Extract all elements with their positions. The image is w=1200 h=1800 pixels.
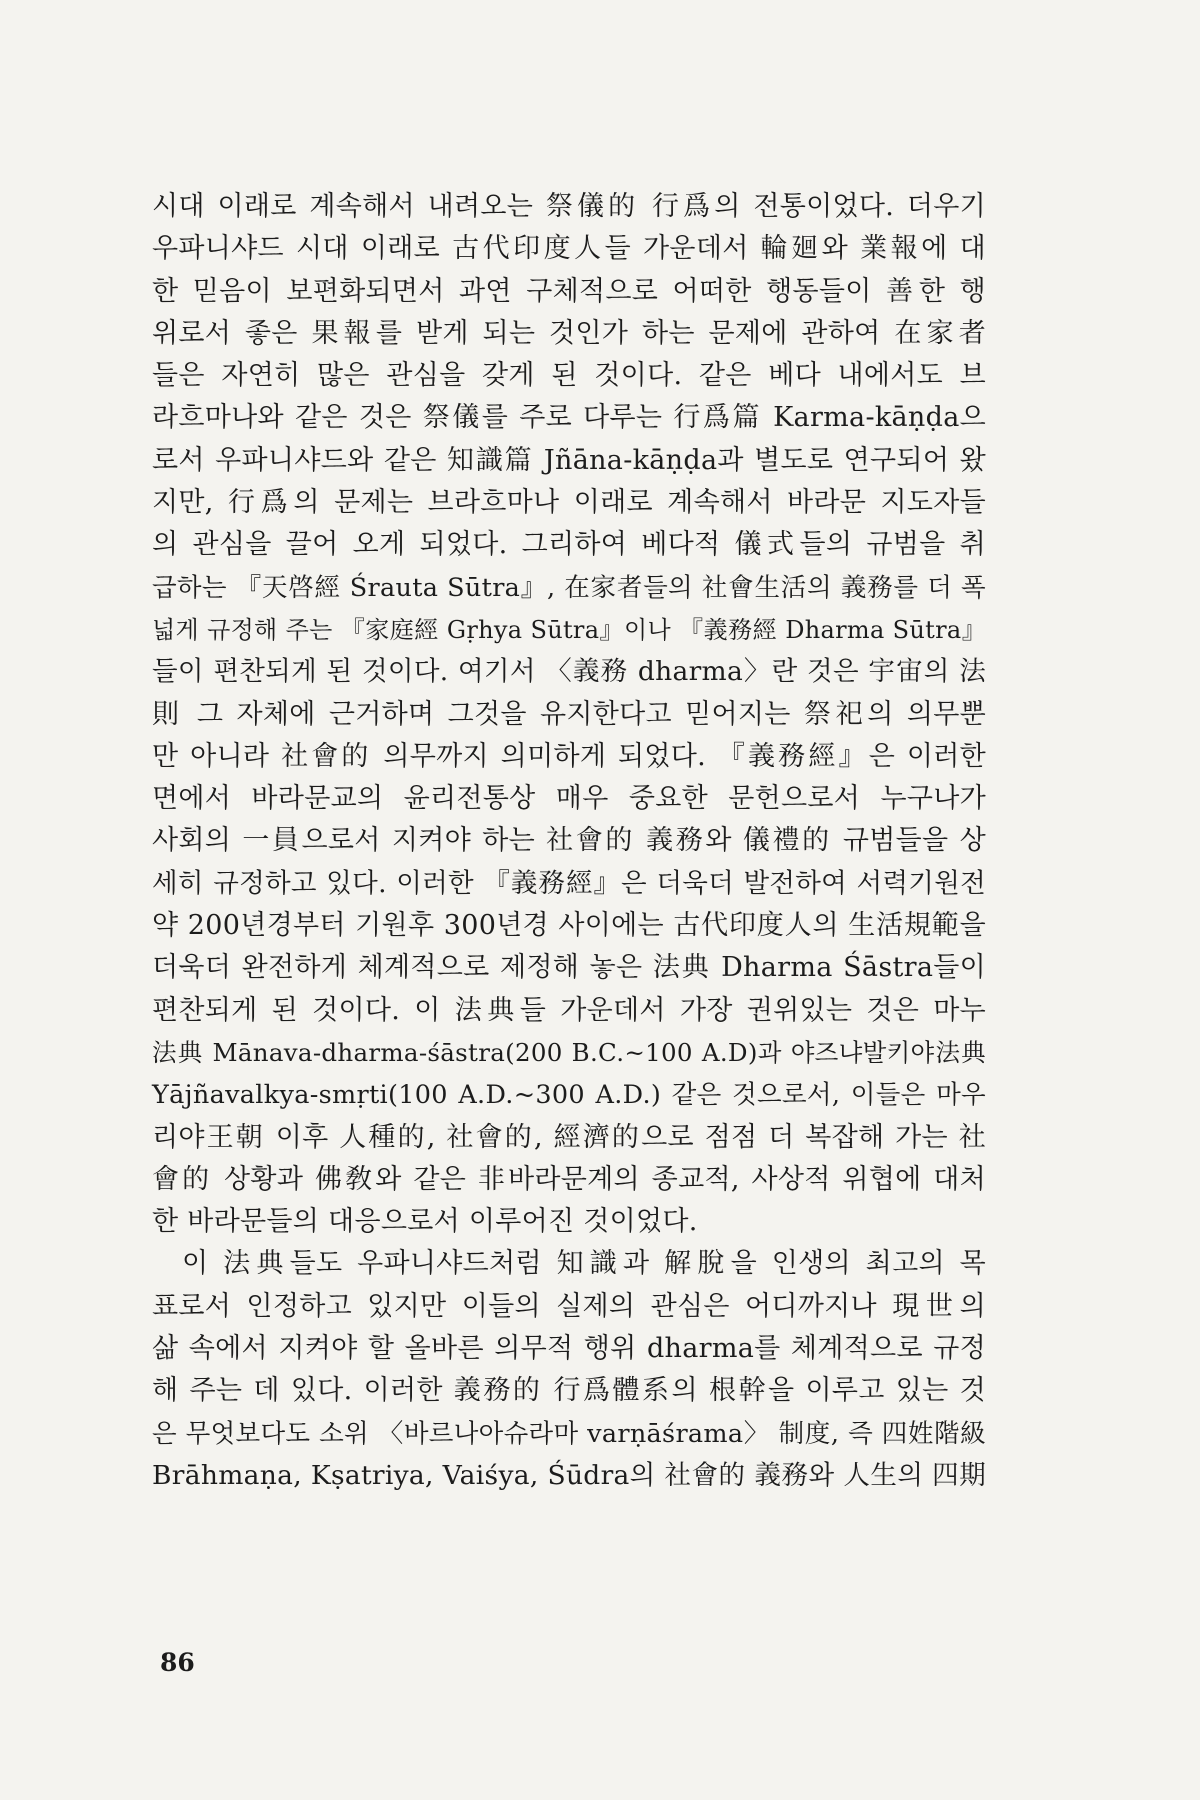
text-line: 만 아니라 社會的 의무까지 의미하게 되었다. 『義務經』은 이러한 [152, 740, 986, 772]
text-line: 편찬되게 된 것이다. 이 法典들 가운데서 가장 권위있는 것은 마누 [152, 994, 986, 1026]
text-line: Brāhmaṇa, Kṣatriya, Vaiśya, Śūdra의 社會的 義務와 人生의 四期 [152, 1459, 986, 1491]
text-line: 들이 편찬되게 된 것이다. 여기서 〈義務 dharma〉란 것은 宇宙의 法 [152, 656, 986, 688]
text-line: 則 그 자체에 근거하며 그것을 유지한다고 믿어지는 祭祀의 의무뿐 [152, 698, 986, 730]
text-line: 이 法典들도 우파니샤드처럼 知識과 解脫을 인생의 최고의 목 [182, 1248, 986, 1280]
text-line: 들은 자연히 많은 관심을 갖게 된 것이다. 같은 베다 내에서도 브 [152, 360, 986, 392]
text-line: 약 200년경부터 기원후 300년경 사이에는 古代印度人의 生活規範을 [152, 910, 986, 942]
text-line: 라흐마나와 같은 것은 祭儀를 주로 다루는 行爲篇 Karma-kāṇḍa으 [152, 402, 986, 434]
text-line: 해 주는 데 있다. 이러한 義務的 行爲體系의 根幹을 이루고 있는 것 [152, 1375, 986, 1407]
text-line: 넓게 규정해 주는 『家庭經 Gṛhya Sūtra』이나 『義務經 Dharma Sūtra』 [152, 615, 986, 644]
text-line: 法典 Mānava-dharma-śāstra(200 B.C.~100 A.D)과 야즈냐발키야法典 [152, 1037, 986, 1067]
text-line: 더욱더 완전하게 체계적으로 제정해 놓은 法典 Dharma Śāstra들이 [152, 952, 986, 984]
text-line: 면에서 바라문교의 윤리전통상 매우 중요한 문헌으로서 누구나가 [152, 783, 986, 815]
page-number: 86 [160, 1648, 195, 1677]
text-line: 한 믿음이 보편화되면서 과연 구체적으로 어떠한 행동들이 善한 행 [152, 275, 986, 307]
paragraph-1 [152, 186, 986, 1243]
text-line: 은 무엇보다도 소위 〈바르나아슈라마 varṇāśrama〉 制度, 즉 四姓階級 [152, 1418, 986, 1449]
text-line: 지만, 行爲의 문제는 브라흐마나 이래로 계속해서 바라문 지도자들 [152, 487, 986, 519]
text-line: 세히 규정하고 있다. 이러한 『義務經』은 더욱더 발전하여 서력기원전 [152, 867, 986, 899]
text-line: 사회의 一員으로서 지켜야 하는 社會的 義務와 儀禮的 규범들을 상 [152, 825, 986, 857]
text-line: 위로서 좋은 果報를 받게 되는 것인가 하는 문제에 관하여 在家者 [152, 317, 986, 349]
text-line: 우파니샤드 시대 이래로 古代印度人들 가운데서 輪廻와 業報에 대 [152, 233, 986, 265]
text-line: 로서 우파니샤드와 같은 知識篇 Jñāna-kāṇḍa과 별도로 연구되어 왔 [152, 444, 986, 476]
text-line: 會的 상황과 佛敎와 같은 非바라문계의 종교적, 사상적 위협에 대처 [152, 1163, 986, 1195]
text-line: 리야王朝 이후 人種的, 社會的, 經濟的으로 점점 더 복잡해 가는 社 [152, 1121, 986, 1153]
body-text [152, 186, 986, 1497]
text-line: 삶 속에서 지켜야 할 올바른 의무적 행위 dharma를 체계적으로 규정 [152, 1333, 986, 1365]
text-line: 의 관심을 끌어 오게 되었다. 그리하여 베다적 儀式들의 규범을 취 [152, 529, 986, 561]
text-line: 표로서 인정하고 있지만 이들의 실제의 관심은 어디까지나 現世의 [152, 1290, 986, 1322]
text-line: 한 바라문들의 대응으로서 이루어진 것이었다. [152, 1206, 698, 1238]
text-line: 시대 이래로 계속해서 내려오는 祭儀的 行爲의 전통이었다. 더우기 [152, 191, 986, 222]
text-line: 급하는 『天啓經 Śrauta Sūtra』, 在家者들의 社會生活의 義務를 더 폭 [152, 572, 986, 603]
paragraph-2 [152, 1243, 986, 1497]
text-line: Yājñavalkya-smṛti(100 A.D.~300 A.D.) 같은 것으로서, 이들은 마우 [152, 1080, 986, 1111]
